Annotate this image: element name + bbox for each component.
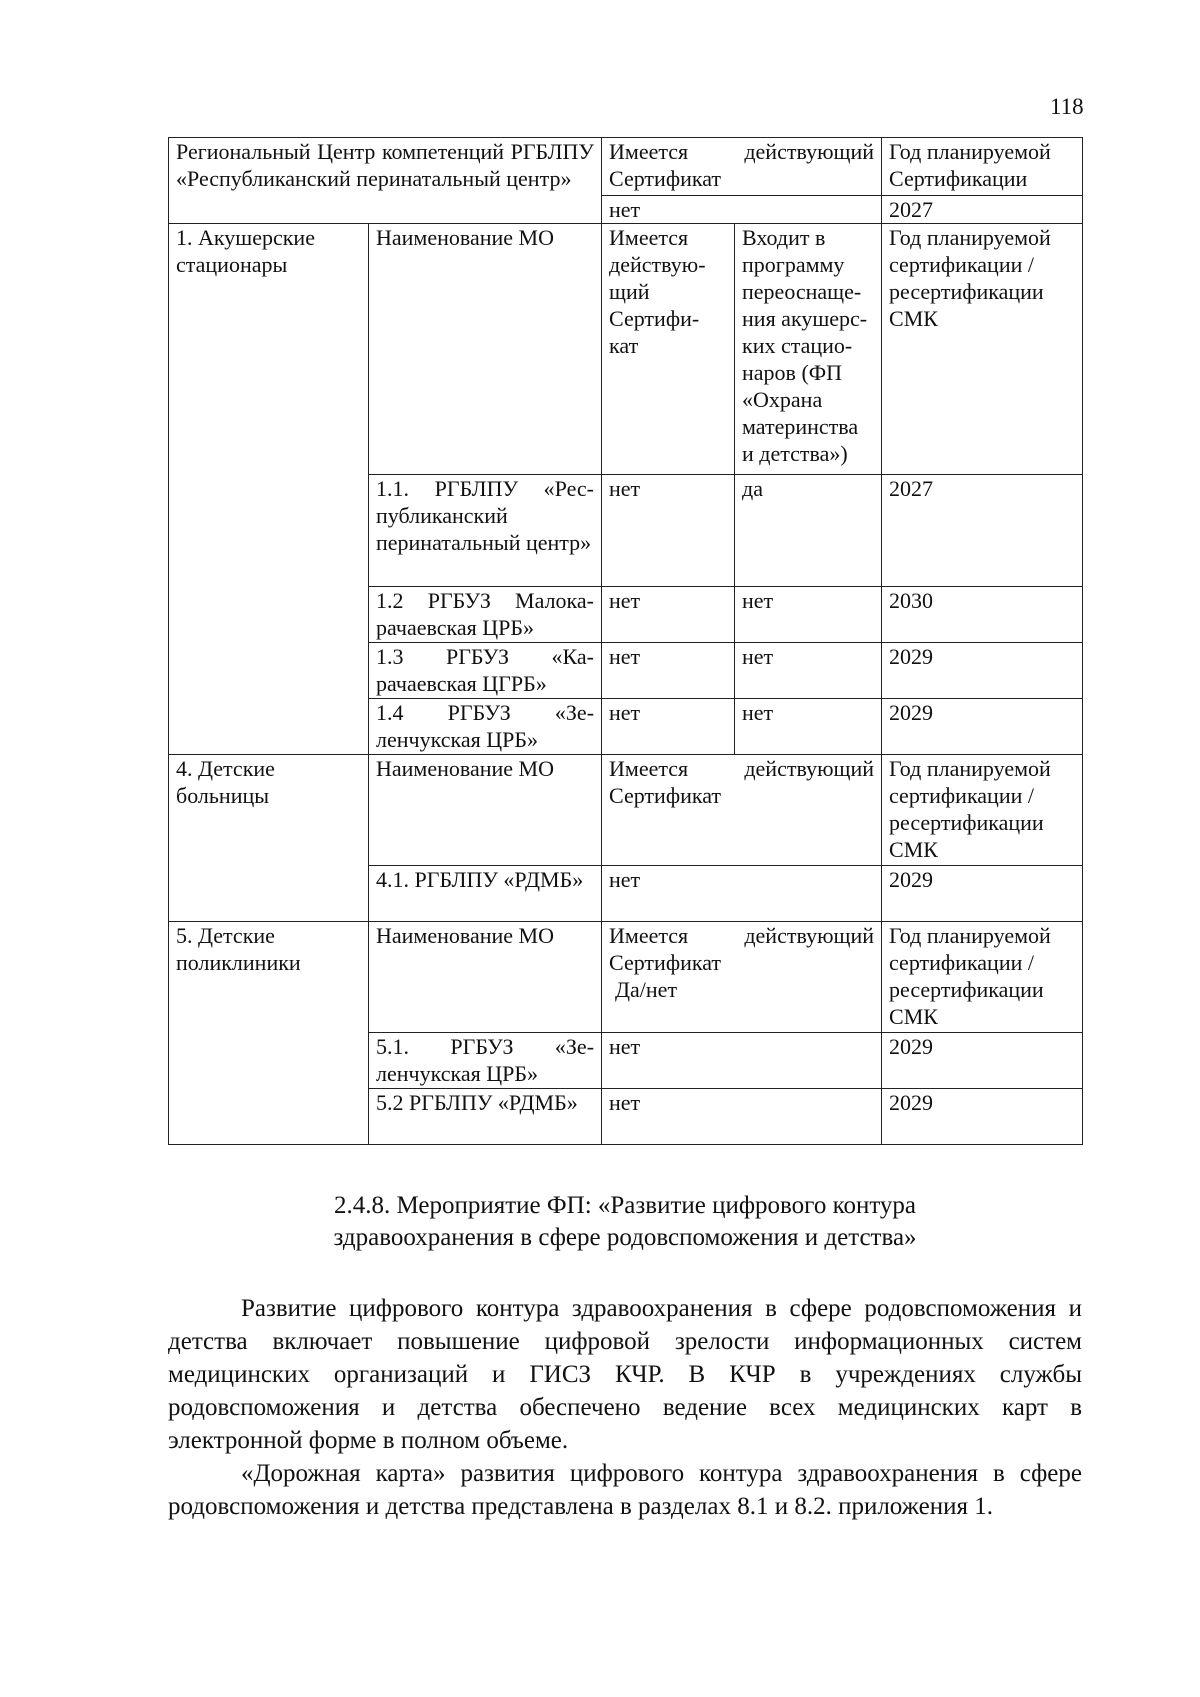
- section-heading-line2: здравоохранения в сфере родовспоможения и детства»: [333, 1224, 917, 1251]
- mo-name: 1.2 РГБУЗ Малока-рачаевская ЦРБ»: [369, 587, 602, 643]
- cert-value: нет: [602, 1033, 882, 1089]
- regional-center-cell: Региональный Центр компетенций РГБЛПУ «Республиканский перинатальный центр»: [169, 138, 602, 224]
- column-header-mo: Наименование МО: [369, 224, 602, 475]
- program-value: нет: [735, 643, 882, 699]
- header-cert-label: Имеется действующий Сертификат: [602, 138, 882, 196]
- header-year-label: Год планируемой Сертификации: [882, 138, 1083, 196]
- section-heading: [168, 1190, 1082, 1254]
- year-value: 2029: [882, 866, 1083, 922]
- column-header-year: Год планируемой сертификации / ресертификации СМК: [882, 224, 1083, 475]
- column-header-mo: Наименование МО: [369, 922, 602, 1033]
- body-paragraph: «Дорожная карта» развития цифрового контура здравоохранения в сфере родовспоможения и детства представлена в разделах 8.1 и 8.2. приложения 1.: [168, 1460, 1082, 1520]
- section-title: 5. Детские поликлиники: [169, 922, 369, 1145]
- cert-value: нет: [602, 643, 735, 699]
- column-header-year: Год планируемой сертификации / ресертификации СМК: [882, 922, 1083, 1033]
- year-value: 2029: [882, 699, 1083, 755]
- mo-name: 4.1. РГБЛПУ «РДМБ»: [369, 866, 602, 922]
- header-year-value: 2027: [882, 196, 1083, 224]
- mo-name: 5.2 РГБЛПУ «РДМБ»: [369, 1089, 602, 1145]
- column-header-cert: Имеется действующий Сертификат: [602, 755, 882, 866]
- mo-name: 1.3 РГБУЗ «Ка-рачаевская ЦГРБ»: [369, 643, 602, 699]
- mo-name: 5.1. РГБУЗ «Зе-ленчукская ЦРБ»: [369, 1033, 602, 1089]
- mo-name: 1.1. РГБЛПУ «Рес-публиканский перинатальный центр»: [369, 475, 602, 587]
- year-value: 2029: [882, 643, 1083, 699]
- program-value: да: [735, 475, 882, 587]
- page-number: 118: [1050, 94, 1084, 119]
- header-cert-value: нет: [602, 196, 882, 224]
- program-value: нет: [735, 587, 882, 643]
- section-title: 1. Акушерские стационары: [169, 224, 369, 755]
- mo-name: 1.4 РГБУЗ «Зе-ленчукская ЦРБ»: [369, 699, 602, 755]
- cert-value: нет: [602, 699, 735, 755]
- program-value: нет: [735, 699, 882, 755]
- column-header-year: Год планируемой сертификации / ресертификации СМК: [882, 755, 1083, 866]
- cert-value: нет: [602, 866, 882, 922]
- cert-value: нет: [602, 475, 735, 587]
- column-header-program: Входит в программу переоснаще-ния акушерс-ких стацио-наров (ФП «Охрана материнства и детства»): [735, 224, 882, 475]
- column-header-mo: Наименование МО: [369, 755, 602, 866]
- column-header-cert-sub: Да/нет: [615, 977, 678, 1002]
- cert-value: нет: [602, 1089, 882, 1145]
- year-value: 2030: [882, 587, 1083, 643]
- certification-table: [168, 137, 1083, 1145]
- year-value: 2027: [882, 475, 1083, 587]
- cert-value: нет: [602, 587, 735, 643]
- section-title: 4. Детские больницы: [169, 755, 369, 922]
- body-paragraph: Развитие цифрового контура здравоохранения в сфере родовспоможения и детства включает повышение цифровой зрелости информационных систем медицинских организаций и ГИСЗ КЧР. В КЧР в учреждениях службы родовспоможения и детства обеспечено ведение всех медицинских карт в электронной форме в полном объеме.: [168, 1295, 1082, 1454]
- column-header-cert-cell: [602, 922, 882, 1033]
- column-header-cert: Имеется действую-щий Сертифи-кат: [602, 224, 735, 475]
- year-value: 2029: [882, 1089, 1083, 1145]
- section-heading-line1: 2.4.8. Мероприятие ФП: «Развитие цифрового контура: [333, 1192, 917, 1219]
- year-value: 2029: [882, 1033, 1083, 1089]
- column-header-cert: Имеется действующий Сертификат: [609, 923, 875, 975]
